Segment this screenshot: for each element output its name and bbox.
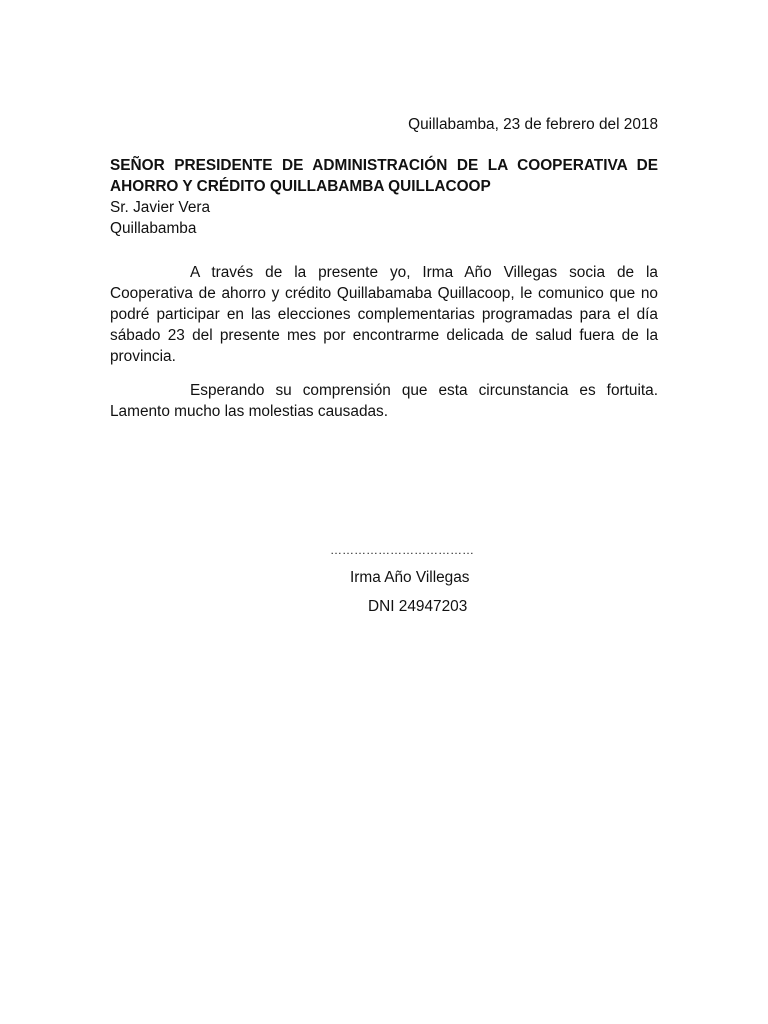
recipient-heading-line2: AHORRO Y CRÉDITO QUILLABAMBA QUILLACOOP — [110, 178, 491, 195]
signature-name: Irma Año Villegas — [350, 569, 470, 586]
signature-line: ……………………………… — [330, 543, 474, 557]
body-paragraph-2-text: Esperando su comprensión que esta circunstancia es fortuita. Lamento mucho las molestias causadas. — [110, 382, 658, 420]
recipient-heading — [110, 155, 658, 197]
signature-dni: DNI 24947203 — [368, 598, 468, 615]
body-paragraph-2 — [110, 380, 658, 422]
date-line: Quillabamba, 23 de febrero del 2018 — [408, 116, 658, 133]
recipient-block — [110, 155, 658, 239]
body-paragraph-1-text: A través de la presente yo, Irma Año Villegas socia de la Cooperativa de ahorro y crédito Quillabamaba Quillacoop, le comunico que no podré participar en las elecciones complementarias programadas para el día sábado 23 del presente mes por encontrarme delicada de salud fuera de la provincia. — [110, 264, 658, 365]
recipient-city: Quillabamba — [110, 220, 197, 237]
recipient-heading-line1: SEÑOR PRESIDENTE DE ADMINISTRACIÓN DE LA COOPERATIVA DE — [110, 157, 658, 174]
recipient-name: Sr. Javier Vera — [110, 199, 211, 216]
body-paragraph-1 — [110, 262, 658, 367]
